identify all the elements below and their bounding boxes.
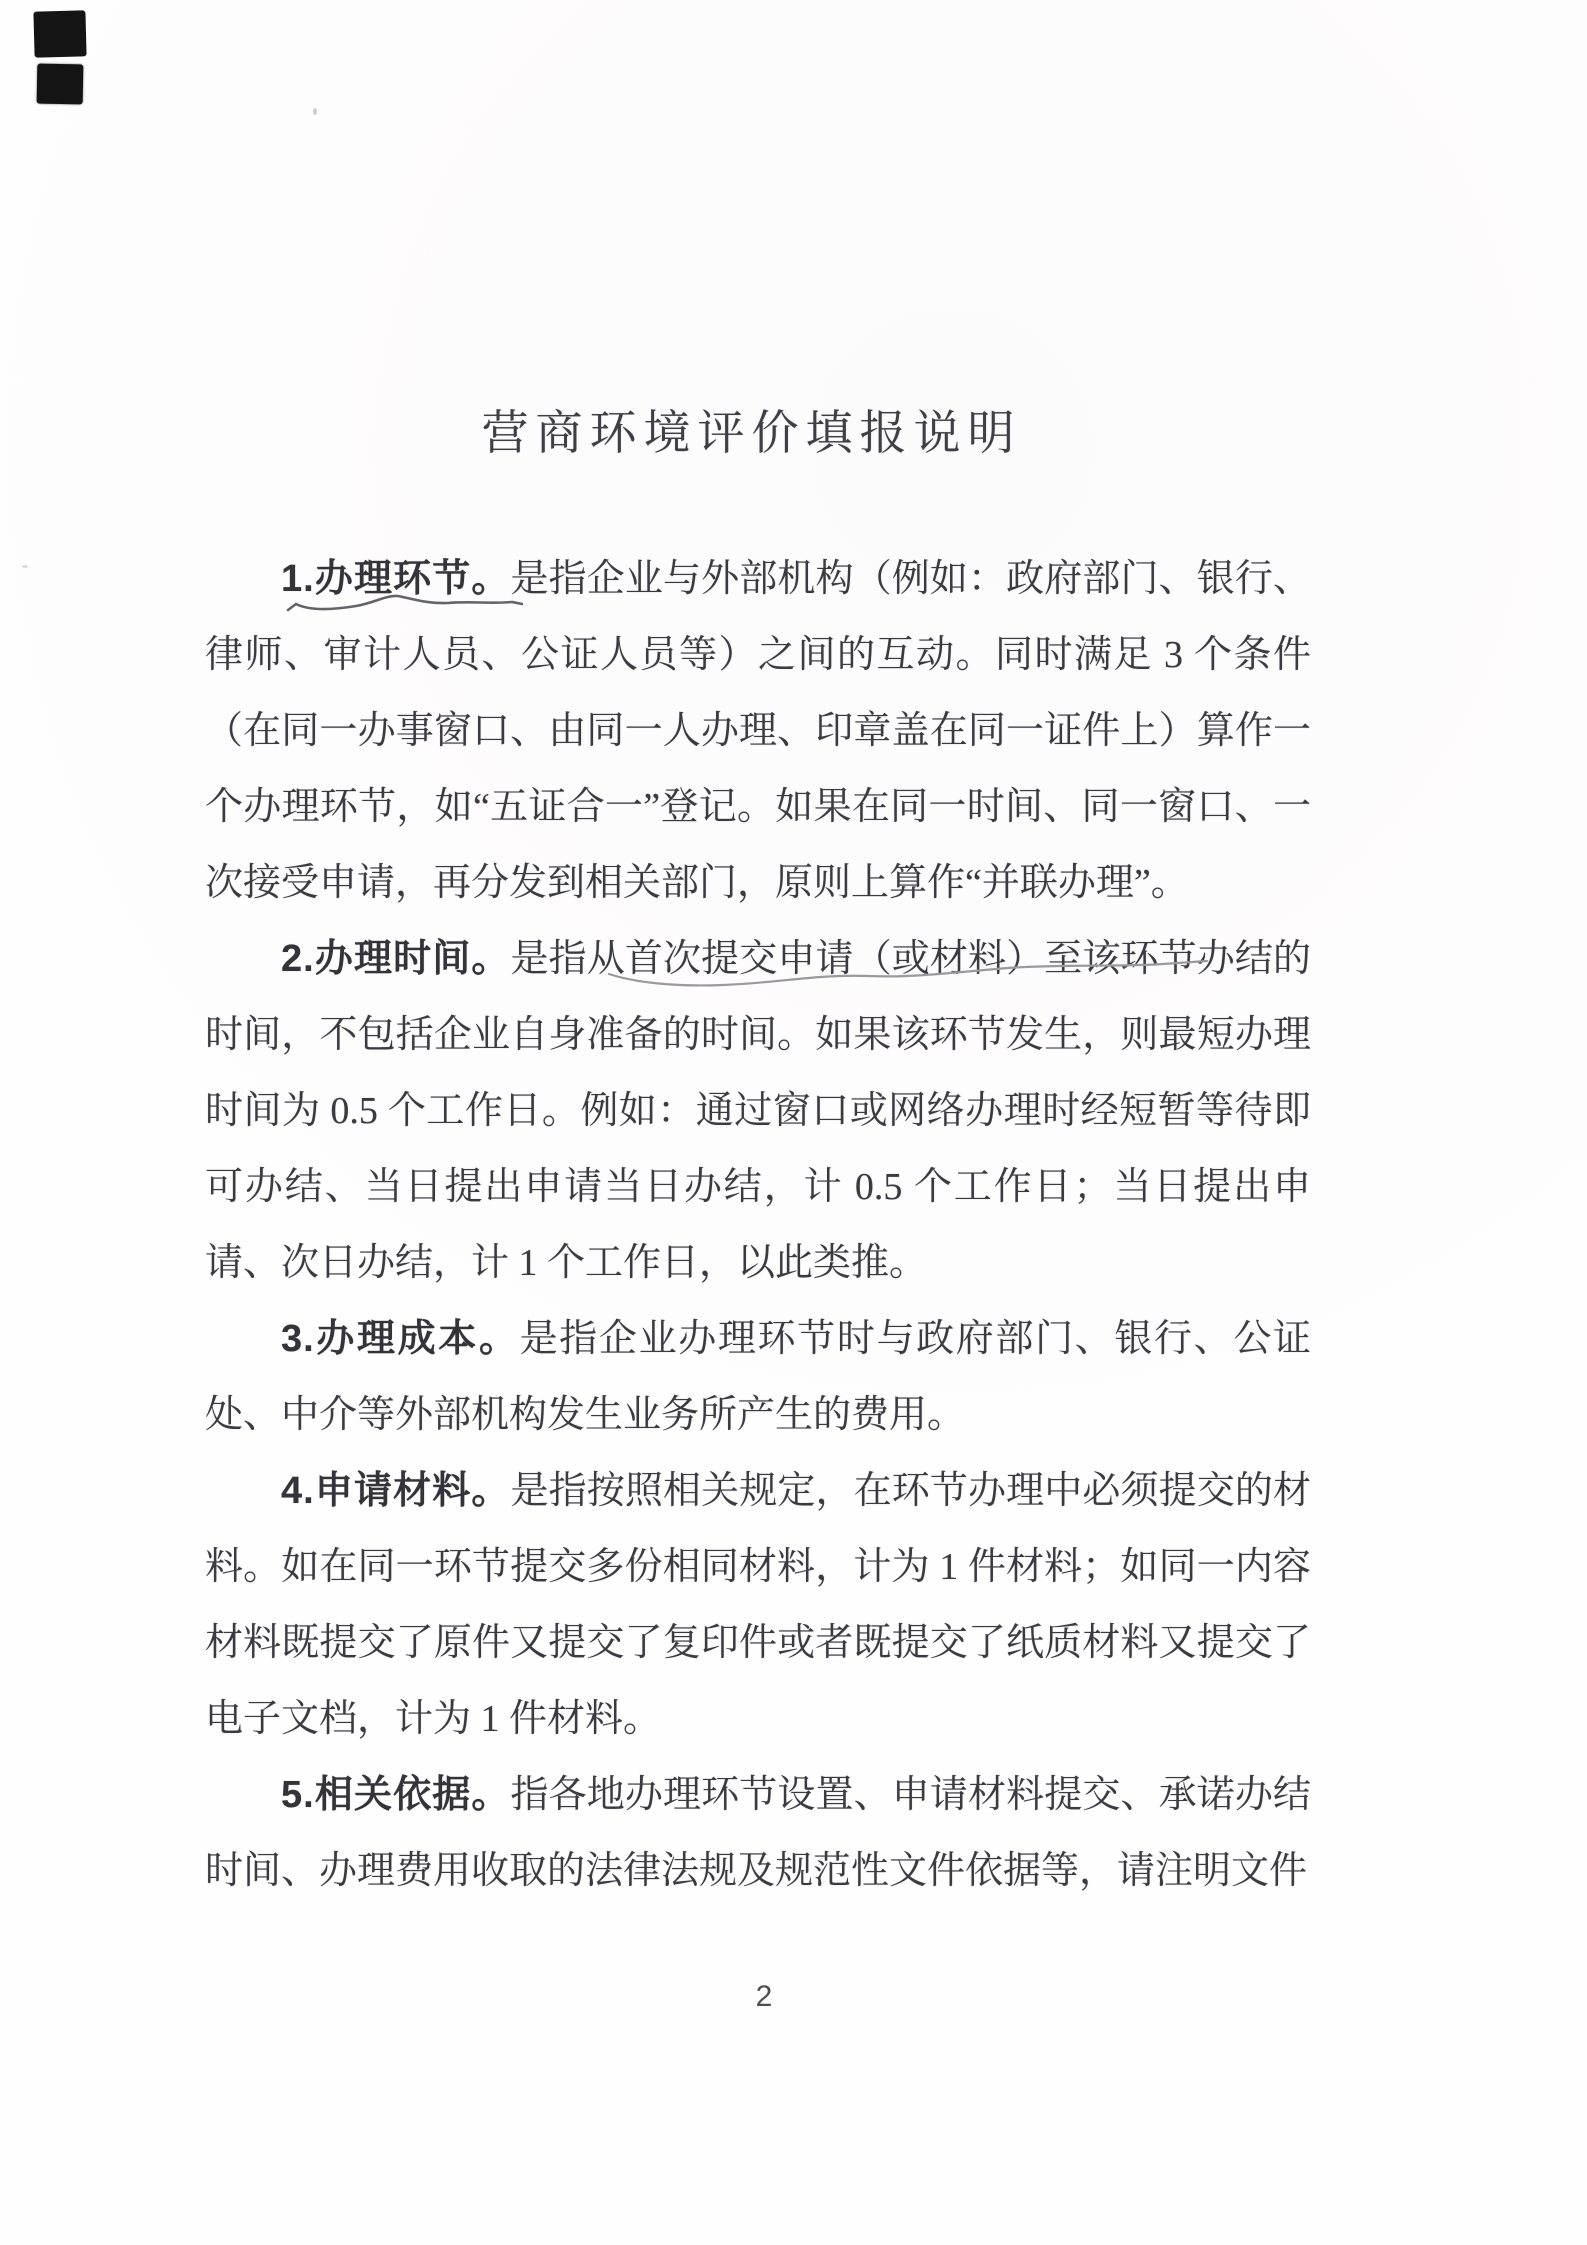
page-number: 2 [755, 1980, 773, 2013]
paragraph-1-text: 是指企业与外部机构（例如：政府部门、银行、律师、审计人员、公证人员等）之间的互动。同时满足 3 个条件（在同一办事窗口、由同一人办理、印章盖在同一证件上）算作一个办理环节，如“五证合一”登记。如果在同一时间、同一窗口、一次接受申请，再分发到相关部门，原则上算作“并联办理”。 [205, 558, 1311, 904]
scan-artifact-block-bottom [37, 64, 84, 105]
paragraph-3-text: 是指企业办理环节时与政府部门、银行、公证处、中介等外部机构发生业务所产生的费用。 [205, 1318, 1311, 1436]
scan-speck [313, 108, 317, 115]
page-title: 营商环境评价填报说明 [481, 408, 1022, 460]
paragraph-3-label: 3.办理成本。 [281, 1318, 520, 1360]
paragraph-2-label: 2.办理时间。 [281, 938, 511, 980]
scan-artifact-block-top [33, 10, 86, 57]
paragraph-1 [205, 541, 1311, 921]
scan-speck [22, 565, 28, 568]
paragraph-1-label: 1.办理环节。 [281, 558, 511, 600]
document-body [205, 541, 1311, 1909]
paragraph-2-text: 是指从首次提交申请（或材料）至该环节办结的时间，不包括企业自身准备的时间。如果该环节发生，则最短办理时间为 0.5 个工作日。例如：通过窗口或网络办理时经短暂等待即可办结、当日提出申请当日办结，计 0.5 个工作日；当日提出申请、次日办结，计 1 个工作日，以此类推。 [205, 938, 1311, 1284]
paragraph-3 [205, 1301, 1311, 1453]
paragraph-4 [205, 1453, 1311, 1757]
paragraph-5-text: 指各地办理环节设置、申请材料提交、承诺办结时间、办理费用收取的法律法规及规范性文件依据等，请注明文件 [205, 1774, 1311, 1892]
paragraph-4-label: 4.申请材料。 [281, 1470, 511, 1512]
paragraph-5-label: 5.相关依据。 [281, 1774, 511, 1816]
paragraph-4-text: 是指按照相关规定，在环节办理中必须提交的材料。如在同一环节提交多份相同材料，计为 1 件材料；如同一内容材料既提交了原件又提交了复印件或者既提交了纸质材料又提交了电子文档，计为 1 件材料。 [205, 1470, 1311, 1740]
paragraph-2 [205, 921, 1311, 1301]
paragraph-5 [205, 1757, 1311, 1909]
